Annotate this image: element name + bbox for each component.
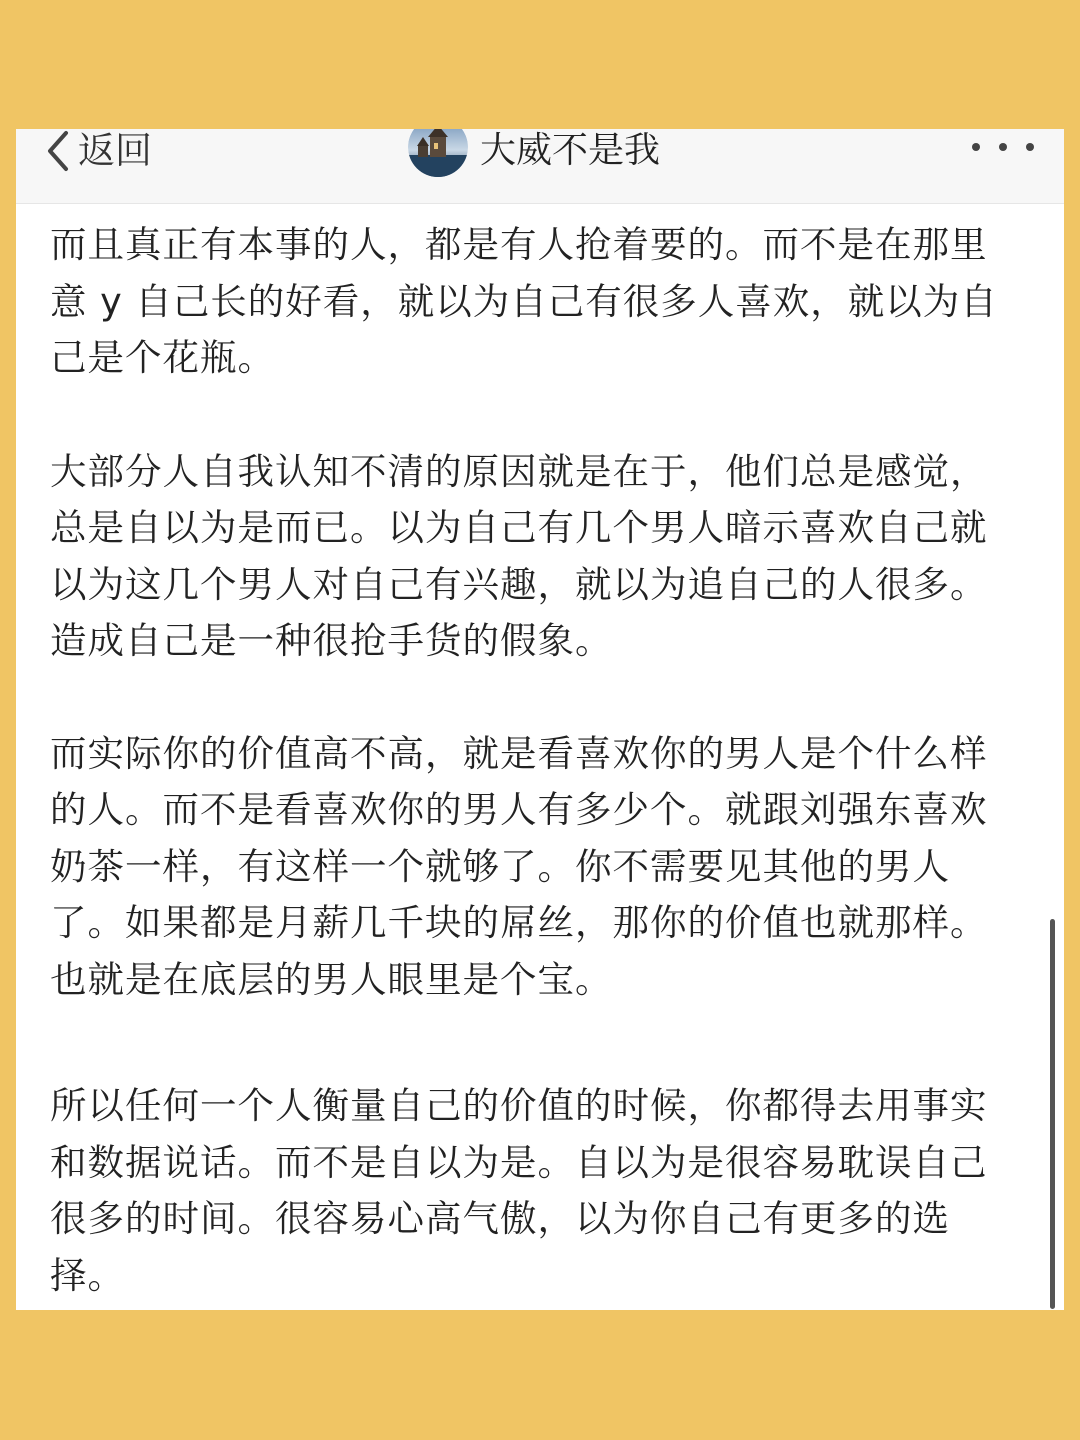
article-paragraph: 所以任何一个人衡量自己的价值的时候，你都得去用事实和数据说话。而不是自以为是。自以为是很容易耽误自己很多的时间。很容易心高气傲，以为你自己有更多的选择。 bbox=[50, 1084, 988, 1297]
vertical-scrollbar[interactable] bbox=[1050, 919, 1055, 1309]
back-label: 返回 bbox=[78, 129, 152, 172]
back-button[interactable] bbox=[42, 129, 152, 173]
article-paragraph: 大部分人自我认知不清的原因就是在于，他们总是感觉，总是自以为是而已。以为自己有几个男人暗示喜欢自己就以为这几个男人对自己有兴趣，就以为追自己的人很多。造成自己是一种很抢手货的假象。 bbox=[50, 449, 988, 662]
top-navigation-bar bbox=[16, 129, 1064, 204]
phone-screen bbox=[16, 129, 1064, 1310]
chevron-left-icon bbox=[42, 129, 72, 173]
more-dots-icon bbox=[999, 143, 1007, 151]
article-paragraph: 而实际你的价值高不高，就是看喜欢你的男人是个什么样的人。而不是看喜欢你的男人有多少个。就跟刘强东喜欢奶茶一样，有这样一个就够了。你不需要见其他的男人了。如果都是月薪几千块的屌丝，那你的价值也就那样。也就是在底层的男人眼里是个宝。 bbox=[50, 731, 988, 1001]
more-options-button[interactable] bbox=[972, 135, 1034, 159]
article-paragraph: 而且真正有本事的人，都是有人抢着要的。而不是在那里意 y 自己长的好看，就以为自己有很多人喜欢，就以为自己是个花瓶。 bbox=[50, 223, 998, 379]
profile-header[interactable] bbox=[408, 129, 660, 177]
profile-name: 大威不是我 bbox=[480, 130, 661, 171]
article-body bbox=[50, 217, 1015, 1304]
more-dots-icon bbox=[1026, 143, 1034, 151]
user-avatar-icon[interactable] bbox=[408, 129, 468, 177]
more-dots-icon bbox=[972, 143, 980, 151]
